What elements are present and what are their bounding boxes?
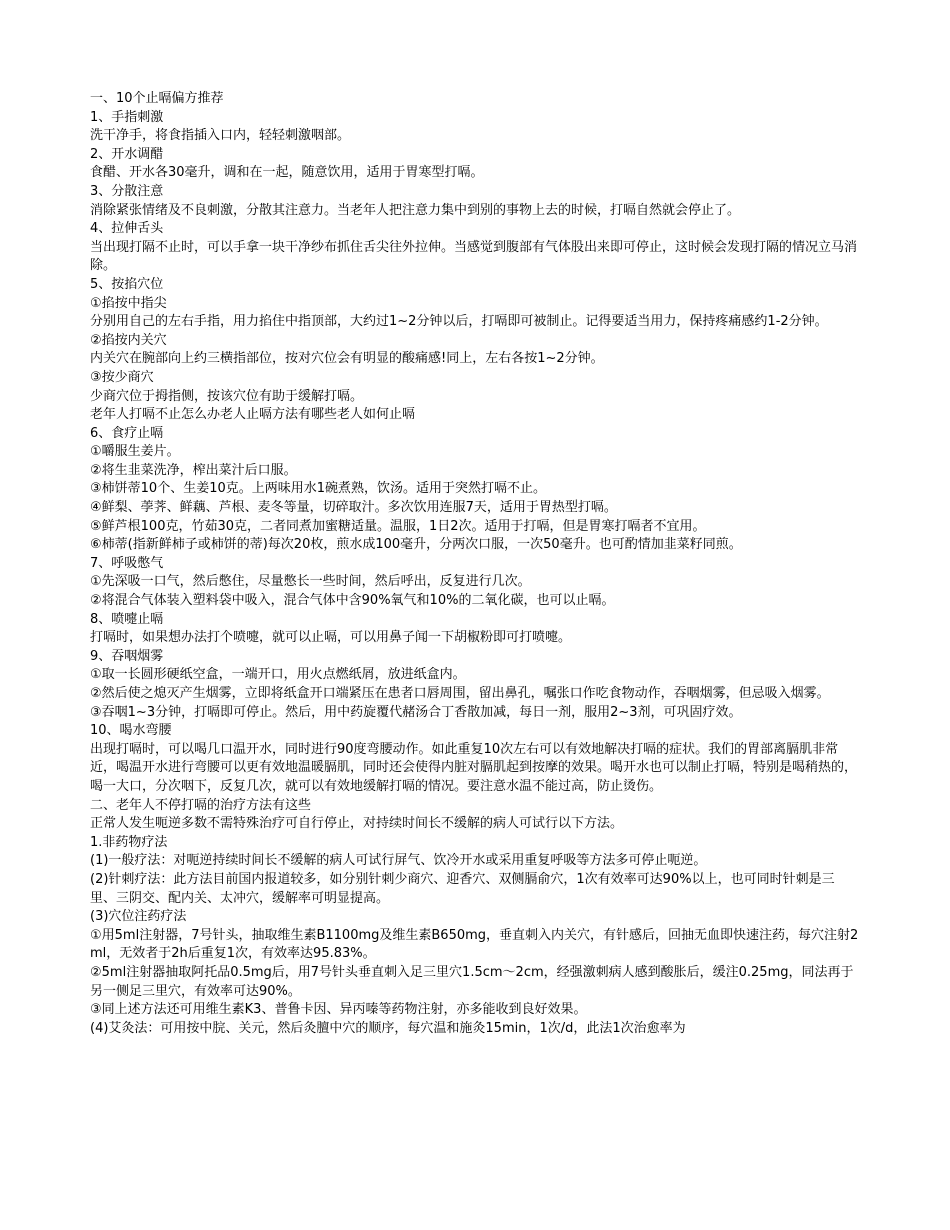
paragraph: 打嗝时，如果想办法打个喷嚏，就可以止嗝，可以用鼻子闻一下胡椒粉即可打喷嚏。 xyxy=(90,630,572,646)
list-item: ②5ml注射器抽取阿托品0.5mg后，用7号针头垂直刺入足三里穴1.5cm～2cm，经强激刺病人感到酸胀后，缓注0.25mg，同法再于另一侧足三里穴，有效率可达90%。 xyxy=(90,964,854,999)
list-item: ①取一长圆形硬纸空盒，一端开口，用火点燃纸屑，放进纸盒内。 xyxy=(90,667,466,683)
paragraph: 洗干净手，将食指插入口内，轻轻刺激咽部。 xyxy=(90,128,351,144)
paragraph: 分别用自己的左右手指，用力掐住中指顶部，大约过1~2分钟以后，打嗝即可被制止。记得要适当用力，保持疼痛感约1-2分钟。 xyxy=(90,314,828,330)
subheading: 5、按掐穴位 xyxy=(90,276,164,292)
paragraph: 少商穴位于拇指侧，按该穴位有助于缓解打嗝。 xyxy=(90,388,364,404)
subheading: 8、喷嚏止嗝 xyxy=(90,611,164,627)
section-heading: 一、10个止嗝偏方推荐 xyxy=(90,91,224,106)
paragraph: 消除紧张情绪及不良刺激，分散其注意力。当老年人把注意力集中到别的事物上去的时候，打嗝自然就会停止了。 xyxy=(90,202,741,218)
list-item: ①用5ml注射器，7号针头，抽取维生素B1100mg及维生素B650mg，垂直刺入内关穴，有针感后，回抽无血即快速注药，每穴注射2ml，无效者于2h后重复1次，有效率达95.83%。 xyxy=(90,927,859,962)
paragraph: 正常人发生呃逆多数不需特殊治疗可自行停止，对持续时间长不缓解的病人可试行以下方法。 xyxy=(90,816,624,832)
list-item: ①嚼服生姜片。 xyxy=(90,444,180,460)
subheading: (3)穴位注药疗法 xyxy=(90,909,187,925)
subheading: 1.非药物疗法 xyxy=(90,834,168,850)
subheading: 7、呼吸憋气 xyxy=(90,555,164,571)
list-item: ②将生韭菜洗净，榨出菜汁后口服。 xyxy=(90,462,297,478)
section-heading: 二、老年人不停打嗝的治疗方法有这些 xyxy=(90,797,312,813)
subheading: 1、手指刺激 xyxy=(90,109,164,125)
paragraph: 老年人打嗝不止怎么办老人止嗝方法有哪些老人如何止嗝 xyxy=(90,407,416,423)
subheading: 6、食疗止嗝 xyxy=(90,425,164,441)
paragraph: 食醋、开水各30毫升，调和在一起，随意饮用，适用于胃寒型打嗝。 xyxy=(90,165,484,181)
subheading: 10、喝水弯腰 xyxy=(90,723,172,739)
list-item: ⑥柿蒂(指新鲜柿子或柿饼的蒂)每次20枚，煎水成100毫升，分两次口服，一次50毫升。也可酌情加韭菜籽同煎。 xyxy=(90,537,742,553)
paragraph: (1)一般疗法：对呃逆持续时间长不缓解的病人可试行屏气、饮冷开水或采用重复呼吸等方法多可停止呃逆。 xyxy=(90,853,707,869)
list-item-heading: ①掐按中指尖 xyxy=(90,295,167,311)
subheading: 2、开水调醋 xyxy=(90,146,164,162)
list-item: ④鲜梨、荸荠、鲜藕、芦根、麦冬等量，切碎取汁。多次饮用连服7天，适用于胃热型打嗝。 xyxy=(90,500,617,516)
list-item-heading: ②掐按内关穴 xyxy=(90,332,167,348)
subheading: 4、拉伸舌头 xyxy=(90,221,164,237)
list-item: ③吞咽1~3分钟，打嗝即可停止。然后，用中药旋覆代赭汤合丁香散加减，每日一剂，服用2~3剂，可巩固疗效。 xyxy=(90,704,742,720)
list-item: ⑤鲜芦根100克，竹茹30克，二者同煮加蜜糖适量。温服，1日2次。适用于打嗝，但是胃寒打嗝者不宜用。 xyxy=(90,518,706,534)
subheading: 9、吞咽烟雾 xyxy=(90,648,164,664)
document-body xyxy=(90,90,860,1038)
list-item: ③同上述方法还可用维生素K3、普鲁卡因、异丙嗪等药物注射，亦多能收到良好效果。 xyxy=(90,1002,587,1018)
list-item: ①先深吸一口气，然后憋住，尽量憋长一些时间，然后呼出，反复进行几次。 xyxy=(90,574,531,590)
list-item: ③柿饼蒂10个、生姜10克。上两味用水1碗煮熟，饮汤。适用于突然打嗝不止。 xyxy=(90,481,547,497)
paragraph: 内关穴在腕部向上约三横指部位，按对穴位会有明显的酸痛感!同上，左右各按1~2分钟。 xyxy=(90,351,604,367)
list-item: ②将混合气体装入塑料袋中吸入，混合气体中含90%氧气和10%的二氧化碳，也可以止嗝。 xyxy=(90,593,615,609)
paragraph: 当出现打隔不止时，可以手拿一块干净纱布抓住舌尖往外拉伸。当感觉到腹部有气体股出来即可停止，这时候会发现打隔的情况立马消除。 xyxy=(90,239,858,274)
paragraph: (2)针刺疗法：此方法目前国内报道较多，如分别针刺少商穴、迎香穴、双侧膈俞穴，1次有效率可达90%以上，也可同时针刺是三里、三阴交、配内关、太冲穴，缓解率可明显提高。 xyxy=(90,871,835,906)
subheading: 3、分散注意 xyxy=(90,183,164,199)
list-item-heading: ③按少商穴 xyxy=(90,369,154,385)
paragraph: (4)艾灸法：可用按中脘、关元，然后灸膻中穴的顺序，每穴温和施灸15min，1次/d，此法1次治愈率为 xyxy=(90,1020,686,1036)
paragraph: 出现打嗝时，可以喝几口温开水，同时进行90度弯腰动作。如此重复10次左右可以有效地解决打嗝的症状。我们的胃部离膈肌非常近，喝温开水进行弯腰可以更有效地温暖膈肌，同时还会使得内脏对膈肌起到按摩的效果。喝开水也可以制止打嗝，特别是喝稍热的，喝一大口，分次咽下，反复几次，就可以有效地缓解打嗝的情况。要注意水温不能过高，防止烫伤。 xyxy=(90,741,858,794)
list-item: ②然后使之熄灭产生烟雾，立即将纸盒开口端紧压在患者口唇周围，留出鼻孔，嘱张口作吃食物动作，吞咽烟雾，但忌吸入烟雾。 xyxy=(90,686,830,701)
